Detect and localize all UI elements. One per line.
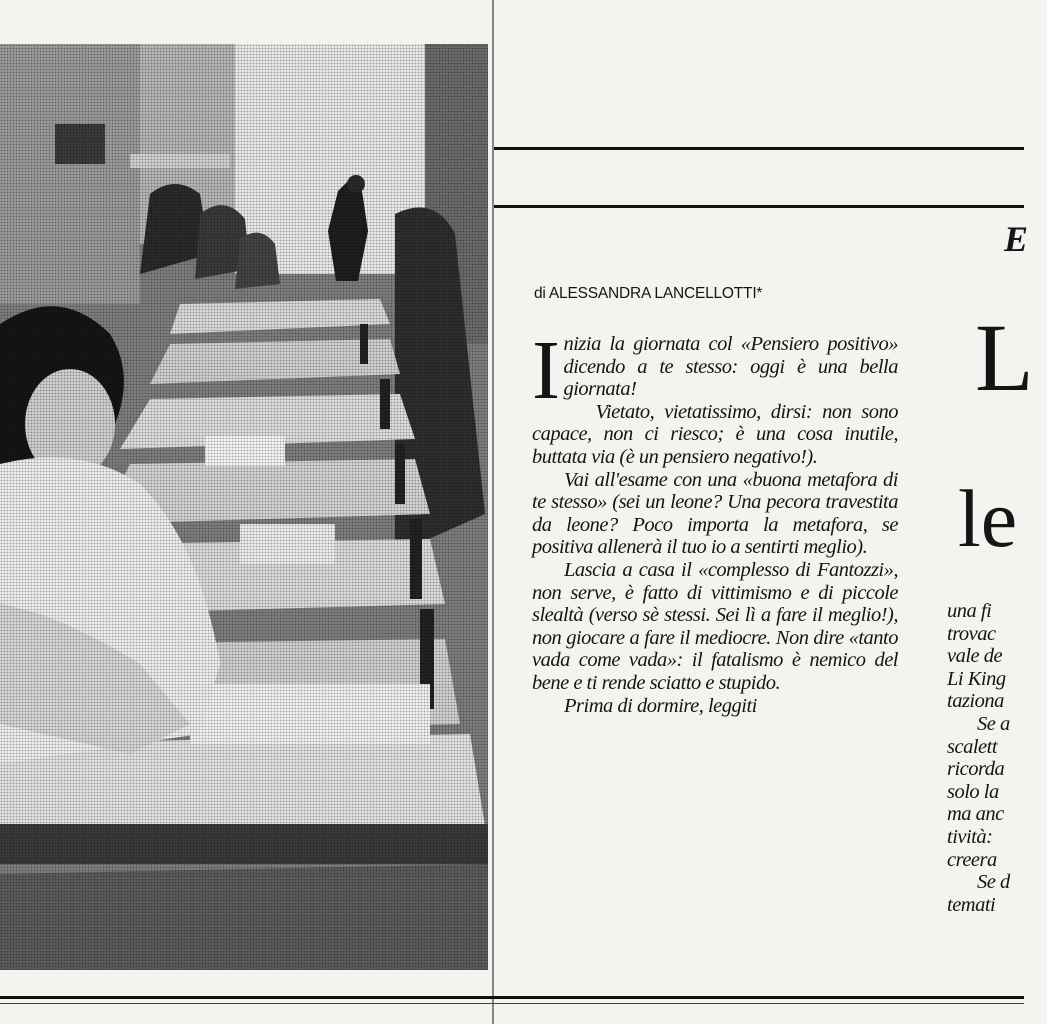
right-column-line: ricorda <box>947 758 1005 781</box>
right-column-line: creera <box>947 848 997 871</box>
right-column-line: Li King <box>947 667 1006 690</box>
article-paragraph: Prima di dormire, leggiti <box>564 694 757 717</box>
right-column-line: taziona <box>947 690 1004 713</box>
right-column-line: temati <box>947 893 996 916</box>
right-column-text <box>947 600 1047 916</box>
right-column-line: una fi <box>947 600 992 622</box>
header-rule <box>494 205 1024 208</box>
right-column-line: ma anc <box>947 803 1004 826</box>
drop-cap: I <box>532 324 560 417</box>
page-fold <box>492 0 494 1024</box>
article-paragraph: Vai all'esame con una «buona metafora di te stesso» (sei un leone? Una pecora travestita da leone? Poco importa la metafora, se positiva allenerà il tuo io a sentirti meglio). <box>532 468 898 559</box>
right-column-line: trovac <box>947 622 996 645</box>
article-paragraph: Lascia a casa il «complesso di Fantozzi», non serve, è fatto di vittimismo e di piccole slealtà (verso sè stessi. Sei lì a fare il meglio!), non giocare a fare il mediocre. Non dire «tanto vada come vada»: il fatalismo è nemico del bene e ti rende sciatto e stupido. <box>532 558 898 694</box>
article-paragraph: Vietato, vietatissimo, dirsi: non sono capace, non ci riesco; è una cosa inutile, buttata via (è un pensiero negativo!). <box>532 400 898 468</box>
bottom-rule <box>0 996 1024 999</box>
headline-line-2: le <box>958 473 1018 564</box>
top-rule <box>494 147 1024 150</box>
section-kicker: E <box>1004 219 1029 259</box>
article-paragraph: Inizia la giornata col «Pensiero positivo» dicendo a te stesso: oggi è una bella giornata! <box>532 324 898 417</box>
right-column-line: Se d <box>977 871 1010 894</box>
right-column-line: scalett <box>947 735 998 758</box>
right-column-line: Se a <box>977 712 1010 735</box>
exam-hall-photo <box>0 44 488 970</box>
bottom-rule-thin <box>0 1003 1024 1004</box>
right-column-line: tività: <box>947 825 993 848</box>
byline: di ALESSANDRA LANCELLOTTI* <box>534 285 763 302</box>
right-column-line: vale de <box>947 645 1003 668</box>
article-body <box>532 324 898 717</box>
right-column-line: solo la <box>947 780 999 803</box>
headline-line-1: L <box>975 304 1034 411</box>
